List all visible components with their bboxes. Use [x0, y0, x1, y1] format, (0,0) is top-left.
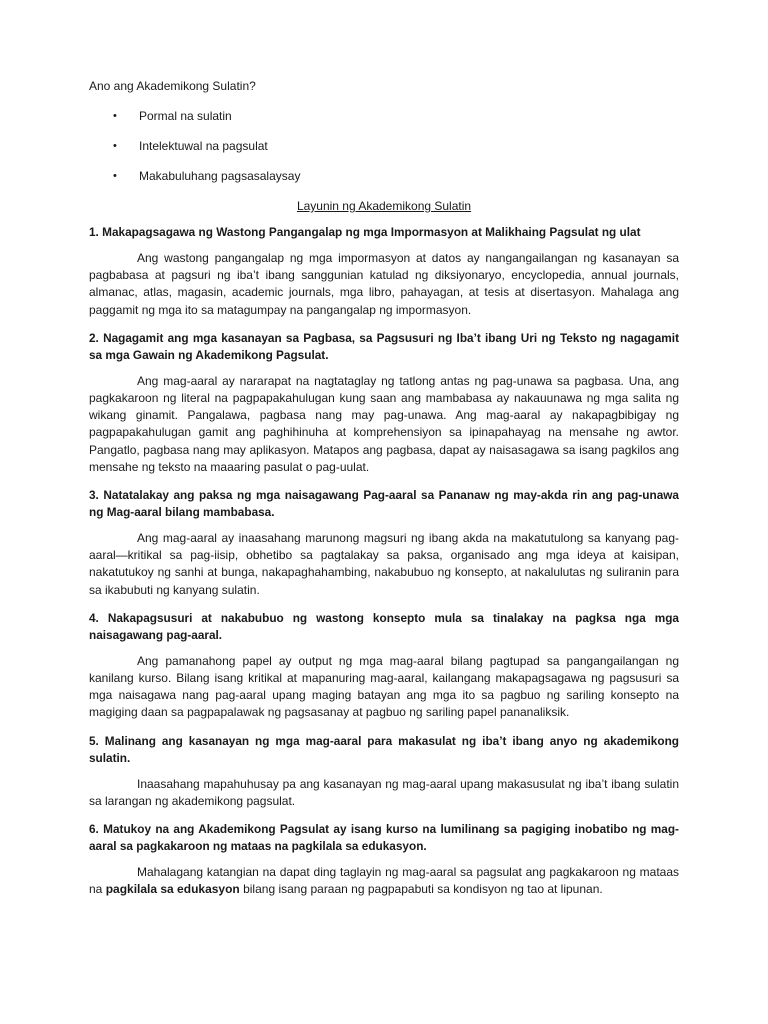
objective-body-4: Ang pamanahong papel ay output ng mga mag-aaral bilang pagtupad sa pangangailangan ng kanilang kurso. Bilang isang kritikal at mapanuring mag-aaral, kailangang makapagsagawa ng pagsusuri sa mga naisagawa nang pag-aaral upang maging batayan ang mga ito sa pagbuo ng sariling konsepto na magiging daan sa pagpapalawak ng pagsasanay at pagbuo ng sariling papel pananaliksik.	[89, 653, 679, 720]
objective-body-1: Ang wastong pangangalap ng mga impormasyon at datos ay nangangailangan ng kasanayan sa pagbabasa at pagsuri ng iba’t ibang sanggunian katulad ng diksiyonaryo, encyclopedia, annual journals, almanac, atlas, magasin, academic journals, mga libro, pahayagan, at tesis at disertasyon. Mahalaga ang paggamit ng mga ito sa matagumpay na pangangalap ng impormasyon.	[89, 251, 679, 317]
list-item-text: Pormal na sulatin	[139, 109, 232, 123]
objective-heading-1: 1. Makapagsagawa ng Wastong Pangangalap ng mga Impormasyon at Malikhaing Pagsulat ng ulat	[89, 225, 641, 239]
bold-phrase: pagkilala sa edukasyon	[105, 882, 240, 897]
list-item-text: Intelektuwal na pagsulat	[139, 139, 268, 153]
definition-list	[89, 108, 679, 185]
objective-heading-6: 6. Matukoy na ang Akademikong Pagsulat ay isang kurso na lumilinang sa pagiging inobatibo ng mag-aaral sa pagkakaroon ng mataas na pagkilala sa edukasyon.	[89, 822, 679, 854]
list-item	[113, 168, 679, 185]
list-item	[113, 108, 679, 125]
intro-question: Ano ang Akademikong Sulatin?	[89, 79, 256, 93]
objective-body-3: Ang mag-aaral ay inaasahang marunong magsuri ng ibang akda na makatutulong sa kanyang pag-aaral—kritikal sa pag-iisip, obhetibo sa pagtalakay sa paksa, organisado ang mga ideya at kaisipan, nakatutukoy ng sanhi at bunga, nakapaghahambing, nakabubuo ng konsepto, at nakalulutas ng suliranin para sa ikabubuti ng kanyang sulatin.	[89, 531, 679, 597]
body-text: bilang isang paraan ng pagpapabuti sa kondisyon ng tao at lipunan.	[239, 882, 603, 897]
bullet-icon: •	[113, 110, 117, 122]
objective-heading-5: 5. Malinang ang kasanayan ng mga mag-aaral para makasulat ng iba’t ibang anyo ng akademikong sulatin.	[89, 733, 679, 765]
objective-body-2: Ang mag-aaral ay nararapat na nagtataglay ng tatlong antas ng pag-unawa sa pagbasa. Una, ang pagkakaroon ng literal na pagpapakahulugan kung saan ang mambabasa ay nakauunawa ng mga salita ng wikang ginamit. Pangalawa, pagbasa nang may pag-unawa. Ang mag-aaral ay nakapagbibigay ng pagpapakahulugan gamit ang paghihinuha at komprehensiyon sa ipinapahayag na mensahe ng awtor. Pangatlo, pagbasa nang may aplikasyon. Matapos ang pagbasa, dapat ay naisasagawa sa isang pagkilos ang mensahe ng teksto na maaaring pasulat o pag-uulat.	[89, 373, 679, 474]
objective-heading-3: 3. Natatalakay ang paksa ng mga naisagawang Pag-aaral sa Pananaw ng may-akda rin ang pag-unawa ng Mag-aaral bilang mambabasa.	[89, 488, 679, 520]
section-title: Layunin ng Akademikong Sulatin	[296, 199, 472, 213]
body-text: Mahalagang katangian na dapat ding taglayin ng mag-aaral sa pagsulat ang pagkakaroon ng mataas na	[89, 865, 679, 897]
objective-heading-2: 2. Nagagamit ang mga kasanayan sa Pagbasa, sa Pagsusuri ng Iba’t ibang Uri ng Teksto ng nagagamit sa mga Gawain ng Akademikong Pagsulat.	[89, 330, 679, 362]
bullet-icon: •	[113, 170, 117, 182]
bullet-icon: •	[113, 140, 117, 152]
list-item	[113, 138, 679, 155]
list-item-text: Makabuluhang pagsasalaysay	[139, 169, 301, 183]
objective-heading-4: 4. Nakapagsusuri at nakabubuo ng wastong konsepto mula sa tinalakay na pagksa nga mga naisagawang pag-aaral.	[89, 610, 679, 642]
objective-body-6	[89, 864, 679, 898]
objective-body-5: Inaasahang mapahuhusay pa ang kasanayan ng mag-aaral upang makasusulat ng iba’t ibang sulatin sa larangan ng akademikong pagsulat.	[89, 776, 679, 808]
